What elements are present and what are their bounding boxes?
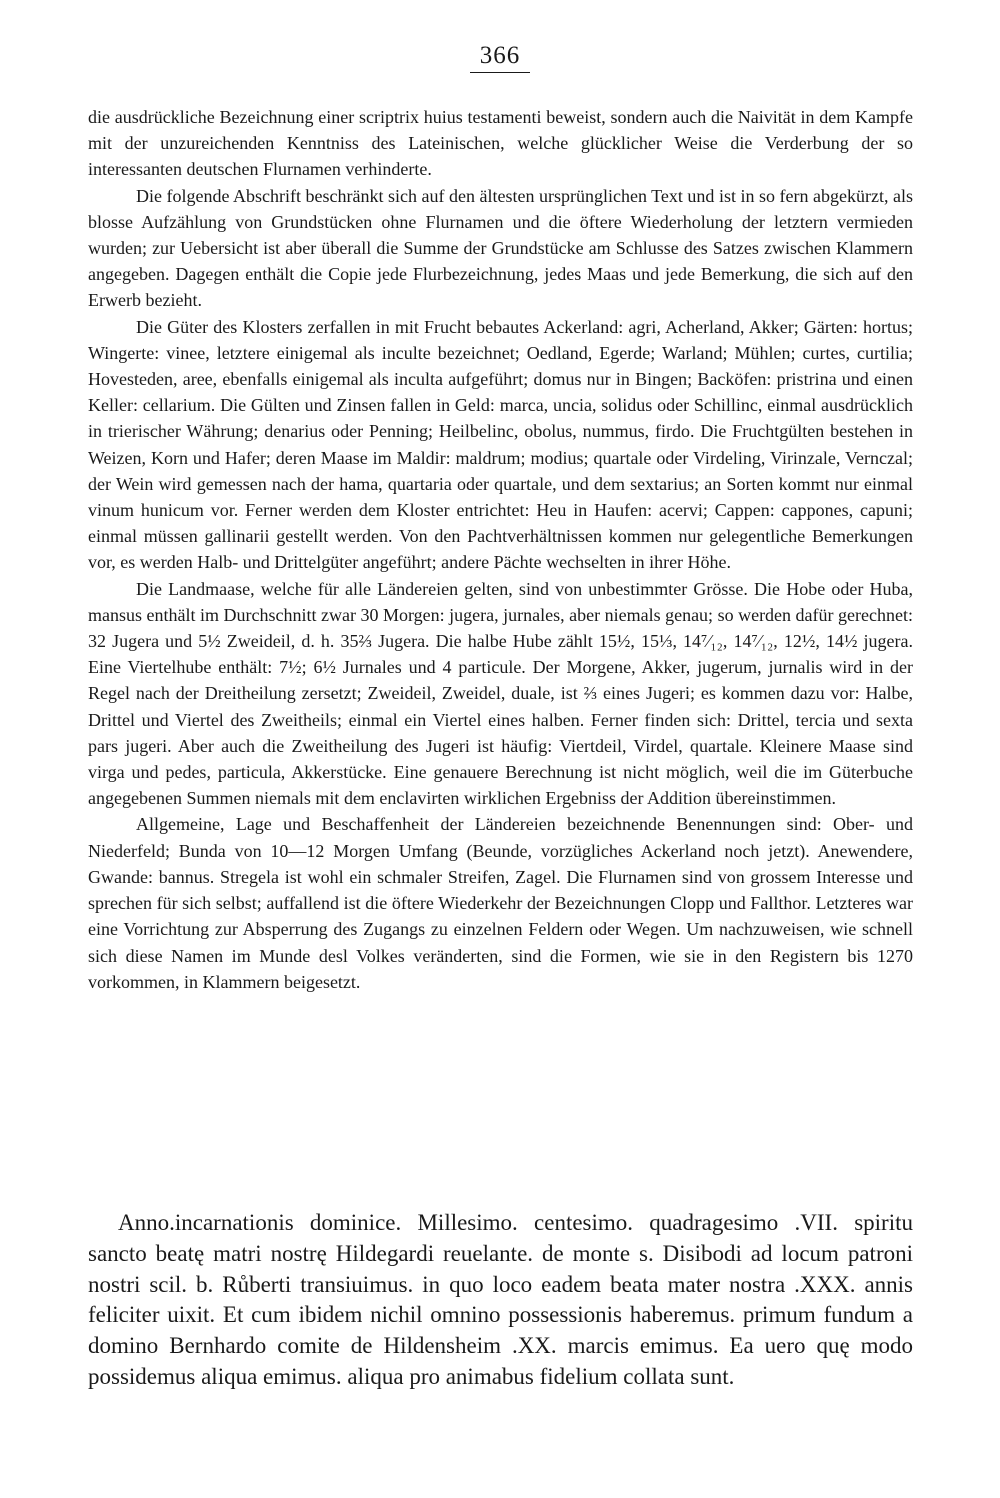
paragraph-4: Die Landmaase, welche für alle Ländereien gelten, sind von unbestimmter Grösse. Die Hobe oder Huba, mansus enthält im Durchschnitt zwar 30 Morgen: jugera, jurnales, aber niemals genau; so werden dafür gerechnet: 32 Jugera und 5½ Zweideil, d. h. 35⅔ Jugera. Die halbe Hube zählt 15½, 15⅓, 14⁷⁄₁₂, 14⁷⁄₁₂, 12½, 14½ jugera. Eine Viertelhube enthält: 7½; 6½ Jurnales und 4 particule. Der Morgene, Akker, jugerum, jurnalis wird in der Regel nach der Dreitheilung zersetzt; Zweideil, Zweidel, duale, ist ⅔ eines Jugeri; es kommen dazu vor: Halbe, Drittel und Viertel des Zweitheils; einmal ein Viertel eines halben. Ferner finden sich: Drittel, tercia und sexta pars jugeri. Aber auch die Zweitheilung des Jugeri ist häufig: Viertdeil, Virdel, quartale. Kleinere Maase sind virga und pedes, particula, Akkerstücke. Eine genauere Berechnung ist nicht möglich, weil die im Güterbuche angegebenen Summen niemals mit dem enclavirten wirklichen Ergebniss der Addition übereinstimmen. [88,578,913,809]
page-number-text: 366 [470,42,531,73]
paragraph-3: Die Güter des Klosters zerfallen in mit Frucht bebautes Ackerland: agri, Acherland, Akker; Gärten: hortus; Wingerte: vinee, letztere einigemal als inculte bezeichnet; Oedland, Egerde; Warland; Mühlen; curtes, curtilia; Hovesteden, aree, ebenfalls einigemal als inculta aufgeführt; domus nur in Bingen; Backöfen: pristrina und einen Keller: cellarium. Die Gülten und Zinsen fallen in Geld: marca, uncia, solidus oder Schillinc, einmal ausdrücklich in trierischer Währung; denarius oder Penning; Heilbelinc, obolus, nummus, firdo. Die Fruchtgülten bestehen in Weizen, Korn und Hafer; deren Maase im Maldir: maldrum; modius; quartale oder Virdeling, Virinzale, Vernczal; der Wein wird gemessen nach der hama, quartaria oder quartale, und dem sextarius; an Sorten kommt nur einmal vinum hunicum vor. Ferner werden dem Kloster entrichtet: Heu in Haufen: acervi; Cappen: cappones, capuni; einmal müssen gallinarii gestellt werden. Von den Pachtverhältnissen kommen nur gelegentliche Bemerkungen vor, es werden Halb- und Drittelgüter angeführt; andere Pächte wechselten in ihrer Höhe. [88,316,913,573]
latin-paragraph: Anno.incarnationis dominice. Millesimo. centesimo. quadragesimo .VII. spiritu sancto beatę matri nostrę Hildegardi reuelante. de monte s. Disibodi ad locum patroni nostri scil. b. Růberti transiuimus. in quo loco eadem beata mater nostra .XXX. annis feliciter uixit. Et cum ibidem nichil omnino possessionis haberemus. primum fundum a domino Bernhardo comite de Hildensheim .XX. marcis emimus. Ea uero quę modo possidemus aliqua emimus. aliqua pro animabus fidelium collata sunt. [88,1210,913,1389]
latin-source-text [88,1208,913,1393]
paragraph-2: Die folgende Abschrift beschränkt sich auf den ältesten ursprünglichen Text und ist in so fern abgekürzt, als blosse Aufzählung von Grundstücken ohne Flurnamen und die öftere Wiederholung der letztern vermieden wurden; zur Uebersicht ist aber überall die Summe der Grundstücke am Schlusse des Satzes zwischen Klammern angegeben. Dagegen enthält die Copie jede Flurbezeichnung, jedes Maas und jede Bemerkung, die sich auf den Erwerb bezieht. [88,185,913,311]
paragraph-1: die ausdrückliche Bezeichnung einer scriptrix huius testamenti beweist, sondern auch die Naivität in dem Kampfe mit der unzureichenden Kenntniss des Lateinischen, welche glücklicher Weise die Verderbung der so interessanten deutschen Flurnamen verhinderte. [88,107,913,180]
commentary-body [88,104,913,995]
paragraph-5: Allgemeine, Lage und Beschaffenheit der Ländereien bezeichnende Benennungen sind: Ober- und Niederfeld; Bunda von 10—12 Morgen Umfang (Beunde, vorzügliches Ackerland noch jetzt). Anewendere, Gwande: bannus. Stregela ist wohl ein schmaler Streifen, Zagel. Die Flurnamen sind von grossem Interesse und sprechen für sich selbst; auffallend ist die öftere Wiederkehr der Bezeichnungen Clopp und Fallthor. Letzteres war eine Vorrichtung zur Absperrung des Zugangs zu einzelnen Feldern oder Wegen. Um nachzuweisen, wie schnell sich diese Namen im Munde desl Volkes veränderten, sind die Formen, wie sie in den Registern bis 1270 vorkommen, in Klammern beigesetzt. [88,814,913,992]
page-number [0,42,1000,73]
